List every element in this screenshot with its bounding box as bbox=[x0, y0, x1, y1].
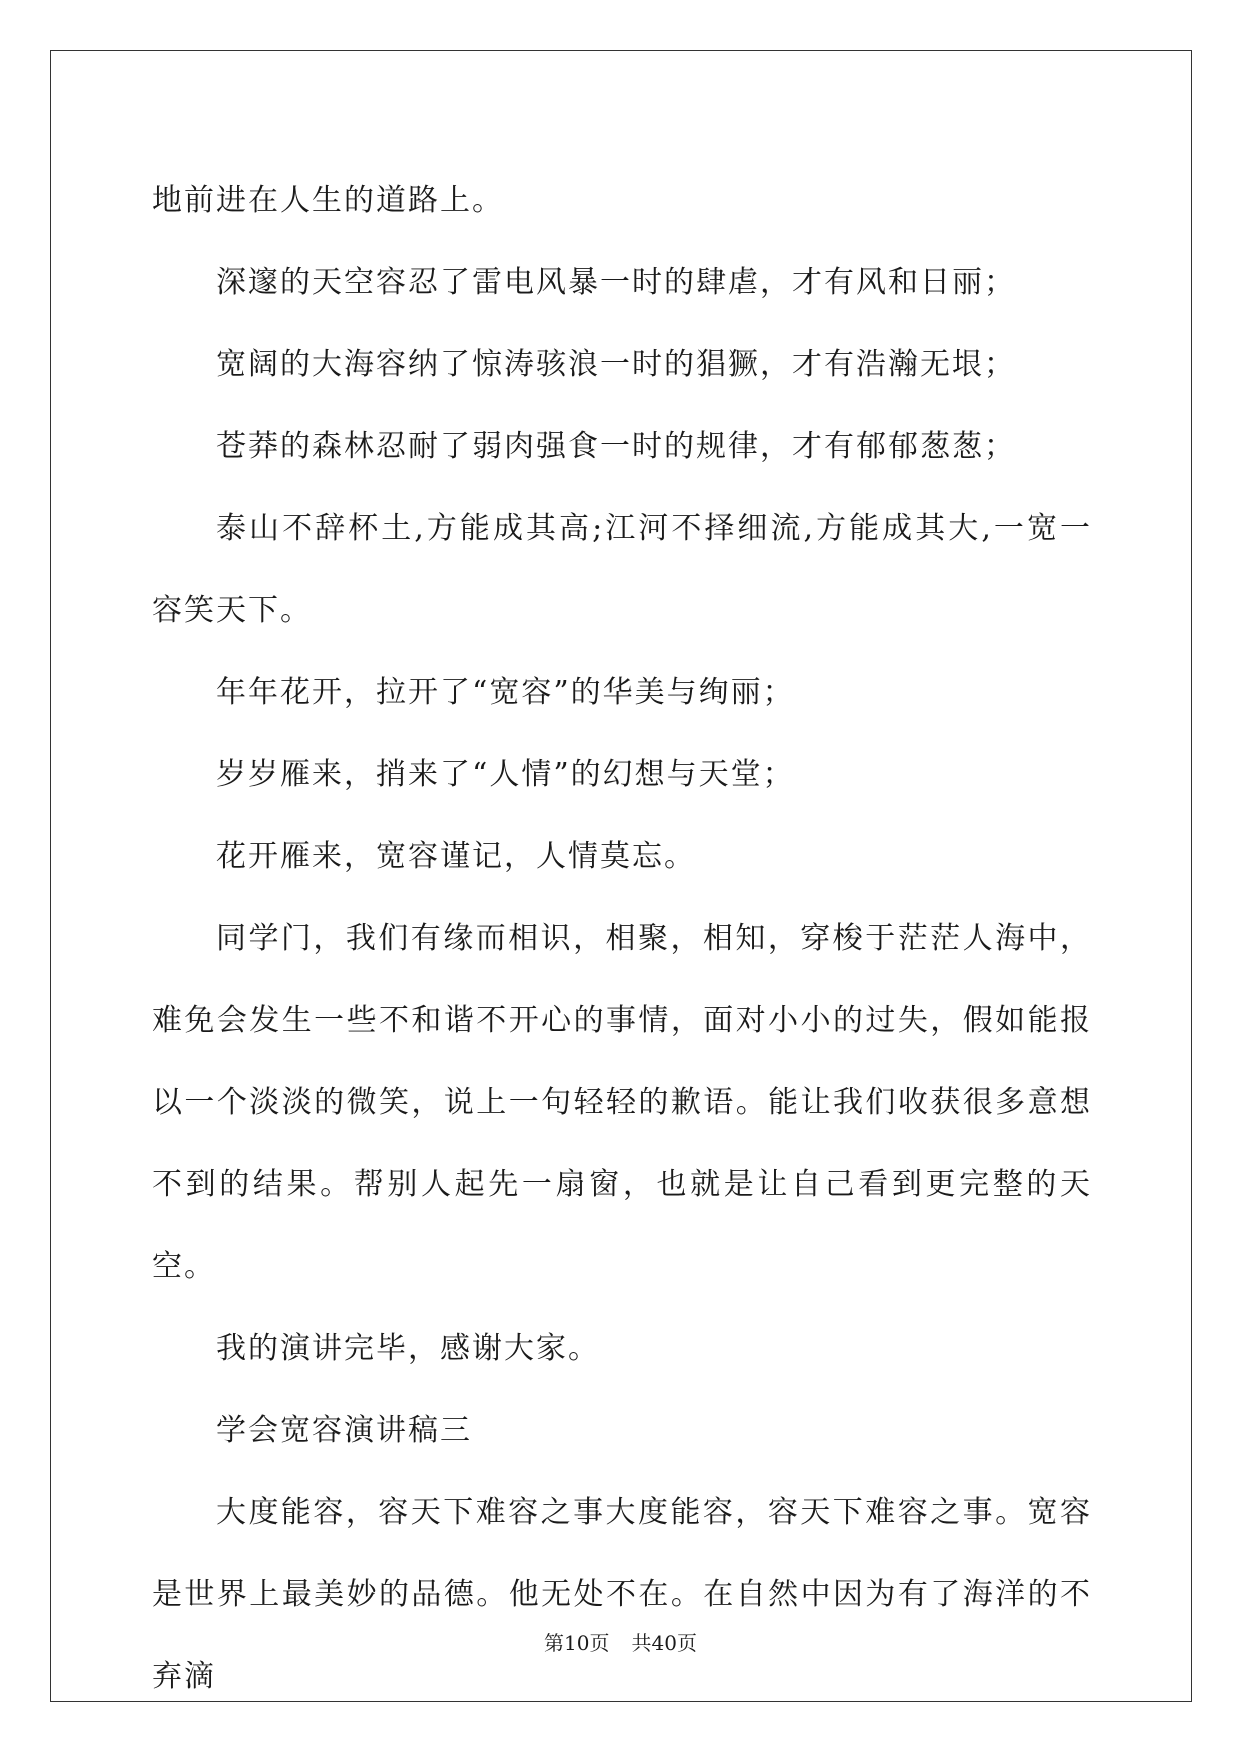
paragraph: 花开雁来，宽容谨记，人情莫忘。 bbox=[216, 839, 696, 874]
paragraph: 泰山不辞杯土,方能成其高;江河不择细流,方能成其大,一宽一容笑天下。 bbox=[152, 511, 1092, 628]
section-heading: 学会宽容演讲稿三 bbox=[216, 1413, 472, 1448]
paragraph: 宽阔的大海容纳了惊涛骇浪一时的猖獗，才有浩瀚无垠； bbox=[216, 347, 1016, 382]
paragraph: 年年花开，拉开了“宽容”的华美与绚丽； bbox=[216, 675, 795, 710]
page-number: 第10页 bbox=[544, 1631, 610, 1655]
paragraph: 岁岁雁来，捎来了“人情”的幻想与天堂； bbox=[216, 757, 795, 792]
page-footer bbox=[0, 1627, 1241, 1656]
total-pages: 共40页 bbox=[631, 1631, 697, 1655]
paragraph: 我的演讲完毕，感谢大家。 bbox=[216, 1331, 600, 1366]
paragraph: 深邃的天空容忍了雷电风暴一时的肆虐，才有风和日丽； bbox=[216, 265, 1016, 300]
paragraph: 大度能容，容天下难容之事大度能容，容天下难容之事。宽容是世界上最美妙的品德。他无处不在。在自然中因为有了海洋的不弃滴 bbox=[152, 1495, 1092, 1694]
paragraph: 地前进在人生的道路上。 bbox=[152, 183, 504, 218]
paragraph: 同学门，我们有缘而相识，相聚，相知，穿梭于茫茫人海中，难免会发生一些不和谐不开心的事情，面对小小的过失，假如能报以一个淡淡的微笑，说上一句轻轻的歉语。能让我们收获很多意想不到的结果。帮别人起先一扇窗，也就是让自己看到更完整的天空。 bbox=[152, 921, 1092, 1284]
paragraph: 苍莽的森林忍耐了弱肉强食一时的规律，才有郁郁葱葱； bbox=[216, 429, 1016, 464]
document-body bbox=[152, 160, 1092, 1718]
